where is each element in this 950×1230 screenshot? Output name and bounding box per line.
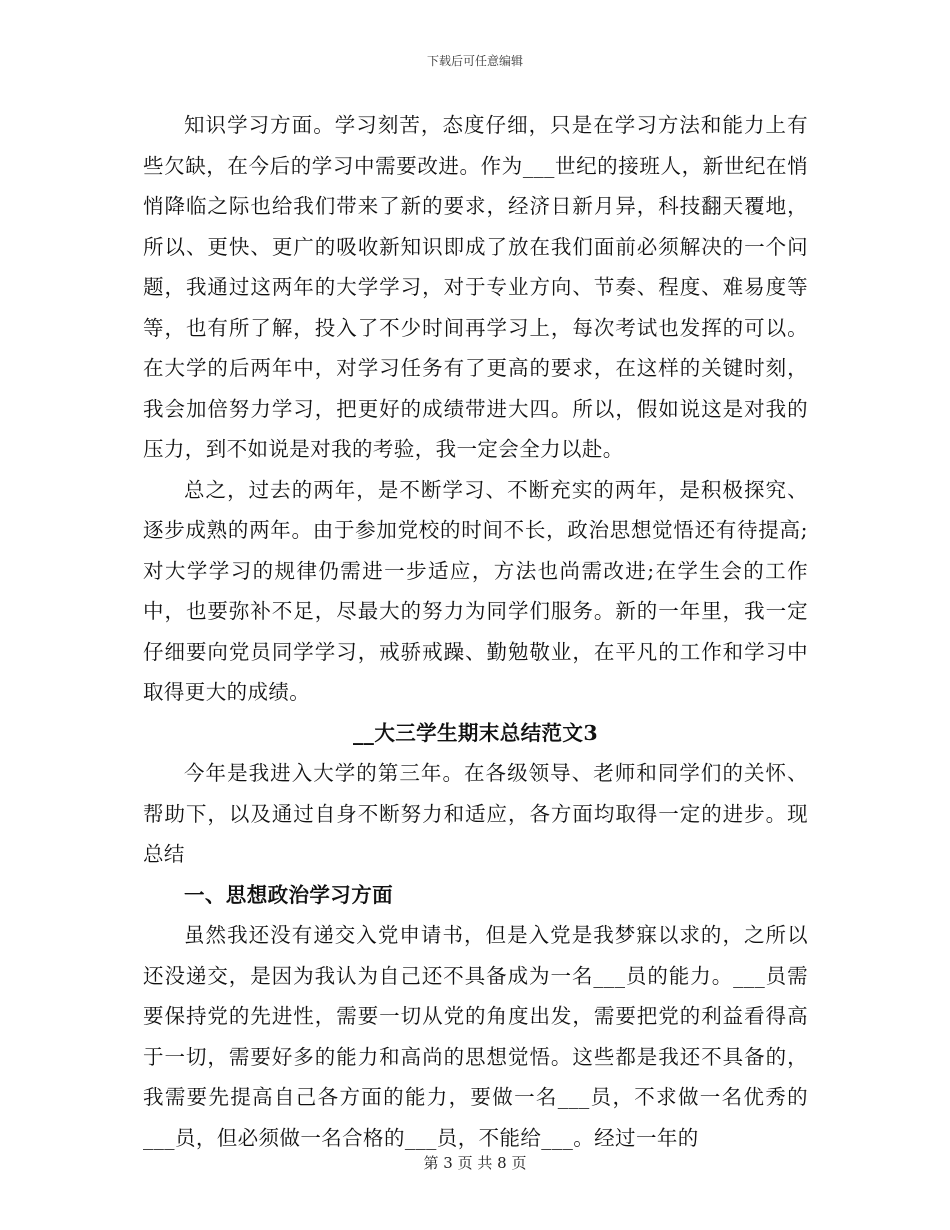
- subsection-title: 一、思想政治学习方面: [184, 882, 393, 907]
- document-body: [143, 105, 808, 1158]
- section-title: __大三学生期末总结范文3: [353, 720, 598, 745]
- page-header: 下载后可任意编辑: [426, 54, 523, 68]
- paragraph-intro: 今年是我进入大学的第三年。在各级领导、老师和同学们的关怀、帮助下，以及通过自身不断努力和适应，各方面均取得一定的进步。现总结: [143, 761, 808, 866]
- paragraph-study: 知识学习方面。学习刻苦，态度仔细，只是在学习方法和能力上有些欠缺，在今后的学习中需要改进。作为___世纪的接班人，新世纪在悄悄降临之际也给我们带来了新的要求，经济日新月异，科技翻天覆地，所以、更快、更广的吸收新知识即成了放在我们面前必须解决的一个问题，我通过这两年的大学学习，对于专业方向、节奏、程度、难易度等等，也有所了解，投入了不少时间再学习上，每次考试也发挥的可以。在大学的后两年中，对学习任务有了更高的要求，在这样的关键时刻，我会加倍努力学习，把更好的成绩带进大四。所以，假如说这是对我的压力，到不如说是对我的考验，我一定会全力以赴。: [143, 113, 808, 461]
- paragraph-politics: 虽然我还没有递交入党申请书，但是入党是我梦寐以求的，之所以还没递交，是因为我认为自己还不具备成为一名___员的能力。___员需要保持党的先进性，需要一切从党的角度出发，需要把党的利益看得高于一切，需要好多的能力和高尚的思想觉悟。这些都是我还不具备的，我需要先提高自己各方面的能力，要做一名___员，不求做一名优秀的___员，但必须做一名合格的___员，不能给___。经过一年的: [143, 923, 808, 1150]
- page-number: 第 3 页 共 8 页: [423, 1154, 527, 1172]
- paragraph-summary: 总之，过去的两年，是不断学习、不断充实的两年，是积极探究、逐步成熟的两年。由于参加党校的时间不长，政治思想觉悟还有待提高;对大学学习的规律仍需进一步适应，方法也尚需改进;在学生会的工作中，也要弥补不足，尽最大的努力为同学们服务。新的一年里，我一定仔细要向党员同学学习，戒骄戒躁、勤勉敬业，在平凡的工作和学习中取得更大的成绩。: [143, 477, 808, 704]
